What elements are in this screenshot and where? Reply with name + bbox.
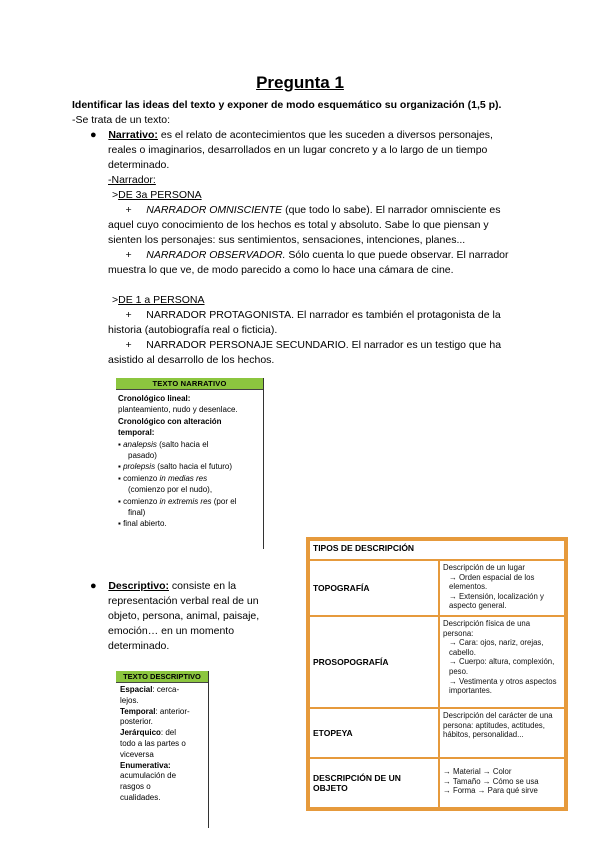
protagonista-line-2: historia (autobiografía real o ficticia). <box>108 324 278 336</box>
desc-line: → Cuerpo: altura, complexión, peso. <box>449 657 555 676</box>
row-objeto-desc <box>439 758 565 808</box>
analepsis-term: analepsis <box>123 439 157 449</box>
row-topografia-label: TOPOGRAFÍA <box>309 560 439 616</box>
row-objeto-label: DESCRIPCIÓN DE UN OBJETO <box>309 758 439 808</box>
desc-line: Descripción de un lugar <box>443 563 525 572</box>
alteracion-title-2: temporal: <box>118 428 155 438</box>
secundario-line-1 <box>108 338 501 353</box>
descriptivo-bullet <box>90 579 236 594</box>
question-heading: Identificar las ideas del texto y exponer de modo esquemático su organización (1,5 p). <box>72 99 502 111</box>
jerarquico-desc-2: todo a las partes o <box>120 738 186 748</box>
observador-line-2: muestra lo que ve, de modo parecido a como lo hace una cámara de cine. <box>108 264 454 276</box>
bullet-dot: ● <box>90 129 97 141</box>
enumerativa-desc-3: cualidades. <box>120 792 161 802</box>
prolepsis-desc: (salto hacia el futuro) <box>155 462 233 472</box>
desc-line: → Vestimenta y otros aspectos importantes. <box>449 676 557 696</box>
secundario-line-2: asistido al desarrollo de los hechos. <box>108 354 275 366</box>
narrativo-text-3: determinado. <box>108 159 170 171</box>
extremis-res-desc-2: final) <box>128 508 146 518</box>
row-topografia-desc <box>439 560 565 616</box>
medias-res-term: in medias res <box>159 473 208 483</box>
primera-persona-heading <box>112 293 205 308</box>
espacial-desc-2: lejos. <box>120 695 139 705</box>
plus-marker: + <box>125 339 132 351</box>
row-etopeya-desc <box>439 708 565 758</box>
arrow-prefix: > <box>112 189 119 201</box>
alteracion-title-1: Cronológico con alteración <box>118 416 222 426</box>
narrativo-text-2: reales o imaginarios, desarrollados en un lugar concreto y a lo largo de un tiempo <box>108 144 488 156</box>
observador-text-1: Sólo cuenta lo que puede observar. El narrador <box>285 249 509 261</box>
descriptivo-text-3: objeto, persona, animal, paisaje, <box>108 610 260 622</box>
table-row <box>309 758 565 808</box>
lineal-text: planteamiento, nudo y desenlace. <box>118 405 238 415</box>
extremis-res-term: in extremis res <box>159 496 212 506</box>
arrow-prefix: > <box>112 294 119 306</box>
enumerativa-desc-1: acumulación de <box>120 771 177 781</box>
desc-line: → Material → Color <box>443 767 512 776</box>
temporal-desc: : anterior- <box>155 706 190 716</box>
desc-line: Descripción del carácter de una persona: aptitudes, actitudes, hábitos, personalidad... <box>443 711 553 740</box>
omnisciente-line-3: sienten los personajes: sus sentimientos, sensaciones, intenciones, planes... <box>108 234 466 246</box>
desc-line: Descripción física de una persona: <box>443 619 531 638</box>
descriptivo-text-5: determinado. <box>108 640 170 652</box>
comienzo-label: comienzo <box>123 496 160 506</box>
texto-descriptivo-header: TEXTO DESCRIPTIVO <box>116 671 208 683</box>
omnisciente-line-1 <box>108 203 500 218</box>
comienzo-label: comienzo <box>123 473 160 483</box>
texto-narrativo-box <box>116 378 264 549</box>
enumerativa-desc-2: rasgos o <box>120 782 151 792</box>
bullet-dot: ● <box>90 580 97 592</box>
medias-res-desc: (comienzo por el nudo), <box>128 485 213 495</box>
table-row <box>309 616 565 708</box>
jerarquico-term: Jerárquico <box>120 728 161 738</box>
table-row <box>309 708 565 758</box>
list-item-analepsis: ▪ analepsis (salto hacia el <box>118 439 209 449</box>
omnisciente-name: NARRADOR OMNISCIENTE <box>146 204 283 216</box>
temporal-term: Temporal <box>120 706 156 716</box>
desc-line: → Tamaño → Cómo se usa <box>443 776 539 786</box>
analepsis-desc-2: pasado) <box>128 451 157 461</box>
protagonista-line-1 <box>108 308 501 323</box>
espacial-desc: : cerca- <box>152 685 180 694</box>
desc-line: → Orden espacial de los elementos. <box>449 572 535 592</box>
temporal-desc-2: posterior. <box>120 717 153 727</box>
list-item-prolepsis: ▪ prolepsis (salto hacia el futuro) <box>118 462 233 472</box>
jerarquico-desc: : del <box>160 728 177 738</box>
tipos-descripcion-table <box>306 537 568 811</box>
intro-text: -Se trata de un texto: <box>72 114 171 126</box>
primera-persona-label: DE 1 a PERSONA <box>118 294 205 306</box>
row-prosopografia-label: PROSOPOGRAFÍA <box>309 616 439 708</box>
desc-line: → Forma → Para qué sirve <box>443 786 538 796</box>
row-prosopografia-desc <box>439 616 565 708</box>
row-etopeya-label: ETOPEYA <box>309 708 439 758</box>
page-title: Pregunta 1 <box>256 73 344 92</box>
desc-line: → Extensión, localización y aspecto general. <box>449 591 544 611</box>
plus-marker: + <box>125 204 132 216</box>
observador-name: NARRADOR OBSERVADOR. <box>146 249 286 261</box>
narrador-label: -Narrador: <box>108 174 156 186</box>
secundario-text-1: NARRADOR PERSONAJE SECUNDARIO. El narrador es un testigo que ha <box>146 339 502 351</box>
omnisciente-line-2: aquel cuyo conocimiento de los hechos es total y absoluto. Sabe lo que piensan y <box>108 219 489 231</box>
protagonista-text-1: NARRADOR PROTAGONISTA. El narrador es también el protagonista de la <box>146 309 501 321</box>
jerarquico-line <box>120 728 206 739</box>
plus-marker: + <box>125 309 132 321</box>
plus-marker: + <box>125 249 132 261</box>
observador-line-1 <box>108 248 509 263</box>
final-abierto-text: final abierto. <box>123 519 167 529</box>
tercera-persona-label: DE 3a PERSONA <box>118 189 202 201</box>
list-item-extremis-res: ▪ comienzo in extremis res (por el <box>118 496 237 506</box>
list-item-final-abierto: ▪ final abierto. <box>118 519 167 529</box>
descriptivo-text-1: consiste en la <box>169 580 237 592</box>
narrativo-text-1: es el relato de acontecimientos que les suceden a diversos personajes, <box>157 129 493 141</box>
prolepsis-term: prolepsis <box>123 462 156 472</box>
analepsis-desc: (salto hacia el <box>156 439 209 449</box>
texto-descriptivo-box <box>116 671 209 828</box>
tercera-persona-heading <box>112 188 202 203</box>
descriptivo-term: Descriptivo: <box>108 580 170 592</box>
descriptivo-text-4: emoción… en un momento <box>108 625 235 637</box>
table-row <box>309 560 565 616</box>
list-item-medias-res: ▪ comienzo in medias res <box>118 473 208 483</box>
espacial-line <box>120 685 206 696</box>
enumerativa-term: Enumerativa: <box>120 760 171 770</box>
descriptivo-text-2: representación verbal real de un <box>108 595 259 607</box>
extremis-res-desc: (por el <box>211 496 237 506</box>
omnisciente-text-1: (que todo lo sabe). El narrador omnisciente es <box>282 204 501 216</box>
texto-narrativo-header: TEXTO NARRATIVO <box>116 378 263 390</box>
espacial-term: Espacial <box>120 685 153 694</box>
lineal-title: Cronológico lineal: <box>118 394 191 403</box>
narrativo-term: Narrativo: <box>108 129 158 141</box>
table-header: TIPOS DE DESCRIPCIÓN <box>309 540 565 560</box>
narrativo-bullet <box>90 128 493 143</box>
desc-line: → Cara: ojos, nariz, orejas, cabello. <box>449 638 544 657</box>
jerarquico-desc-3: viceversa <box>120 749 154 759</box>
temporal-line <box>120 707 206 718</box>
